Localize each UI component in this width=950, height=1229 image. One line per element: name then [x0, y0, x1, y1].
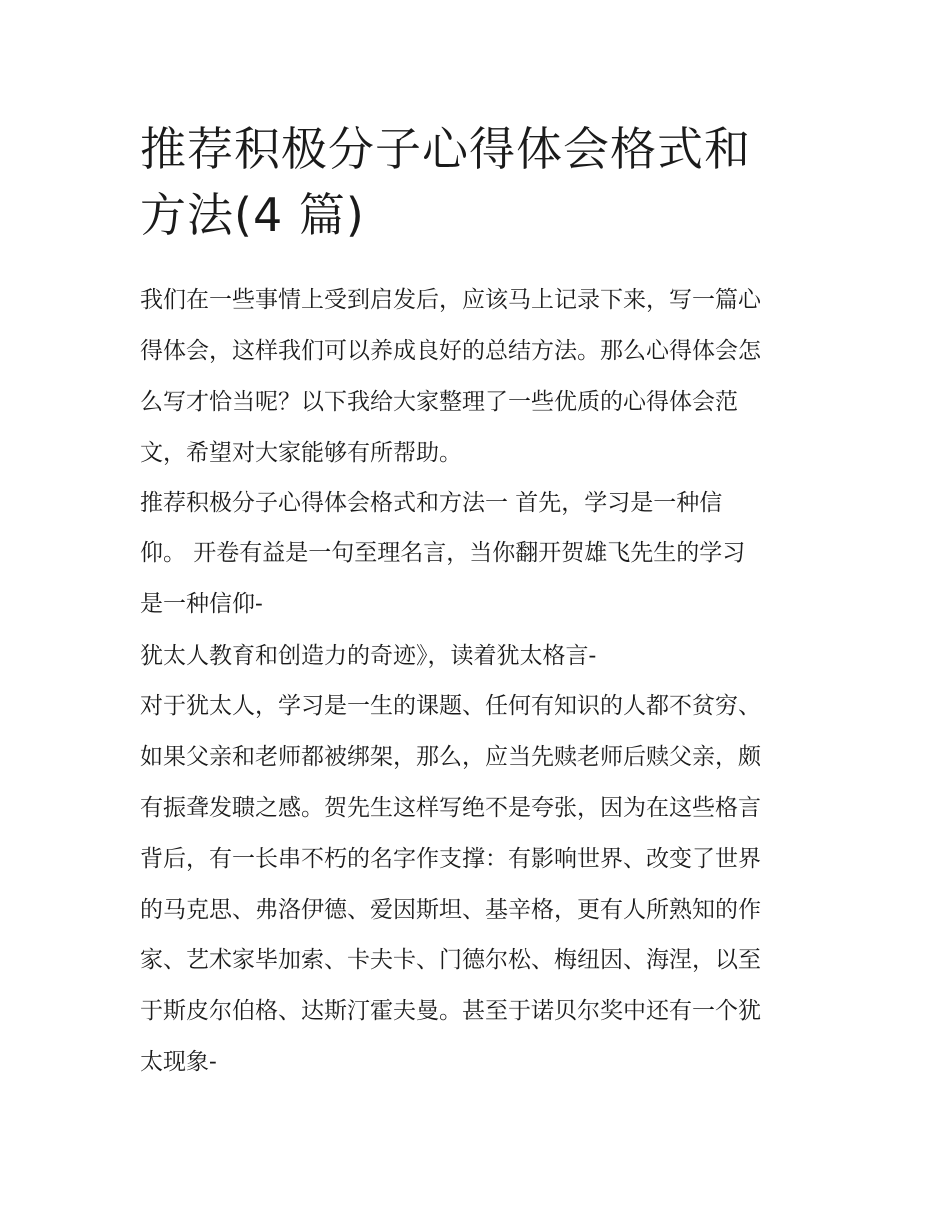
body-line-15: 于斯皮尔伯格、达斯汀霍夫曼。甚至于诺贝尔奖中还有一个犹: [140, 998, 761, 1024]
body-line-9: 对于犹太人，学习是一生的课题、任何有知识的人都不贫穷、: [140, 693, 761, 719]
page-title: [140, 116, 820, 248]
body-line-1: 我们在一些事情上受到启发后，应该马上记录下来，写一篇心: [140, 287, 761, 313]
body-line-10: 如果父亲和老师都被绑架，那么，应当先赎老师后赎父亲，颇: [140, 744, 761, 770]
body-line-3: 么写才恰当呢？以下我给大家整理了一些优质的心得体会范: [140, 389, 738, 415]
body-line-4: 文，希望对大家能够有所帮助。: [140, 440, 462, 466]
body-line-13: 的马克思、弗洛伊德、爱因斯坦、基辛格，更有人所熟知的作: [140, 897, 761, 923]
body-line-16: 太现象-: [140, 1049, 217, 1075]
body-line-12: 背后，有一长串不朽的名字作支撑：有影响世界、改变了世界: [140, 846, 761, 872]
body-line-11: 有振聋发聩之感。贺先生这样写绝不是夸张，因为在这些格言: [140, 795, 761, 821]
body-line-6: 仰。 开卷有益是一句至理名言，当你翻开贺雄飞先生的学习: [140, 540, 746, 566]
title-line-2: 方法(4 篇): [140, 188, 365, 242]
body-line-7: 是一种信仰-: [140, 591, 263, 617]
title-line-1: 推荐积极分子心得体会格式和: [140, 122, 751, 176]
body-line-2: 得体会，这样我们可以养成良好的总结方法。那么心得体会怎: [140, 338, 761, 364]
body-line-8: 犹太人教育和创造力的奇迹》，读着犹太格言-: [140, 643, 597, 669]
body-line-14: 家、艺术家毕加索、卡夫卡、门德尔松、梅纽因、海涅，以至: [140, 947, 761, 973]
body-line-5: 推荐积极分子心得体会格式和方法一 首先，学习是一种信: [140, 490, 723, 516]
